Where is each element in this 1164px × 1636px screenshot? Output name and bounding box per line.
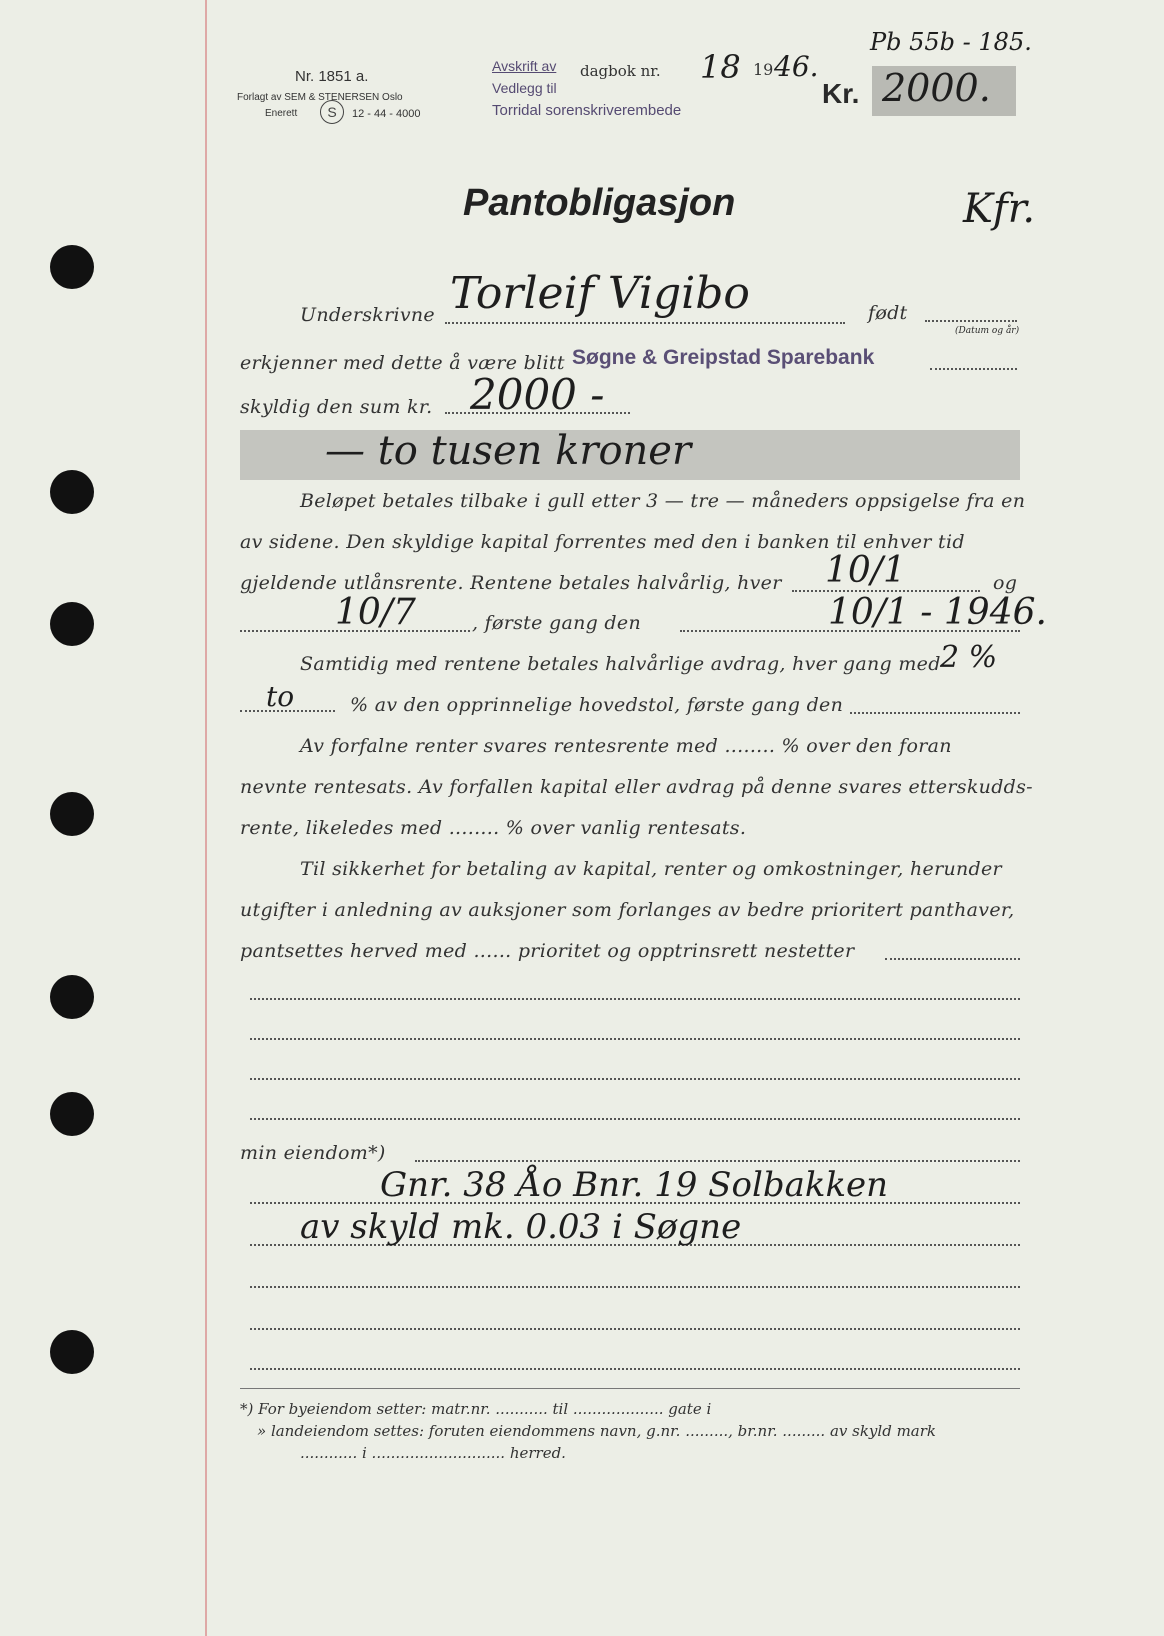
dagbok-label: dagbok nr. bbox=[580, 62, 661, 80]
blank-line bbox=[250, 1286, 1020, 1288]
punch-hole bbox=[50, 470, 94, 514]
eiendom-value-1: Gnr. 38 Åo Bnr. 19 Solbakken bbox=[380, 1165, 889, 1205]
publisher-logo-icon: S bbox=[320, 100, 344, 124]
punch-hole bbox=[50, 975, 94, 1019]
paragraph-1-line-2: av sidene. Den skyldige kapital forrentes med den i banken til enhver tid bbox=[240, 531, 965, 553]
document-title: Pantobligasjon bbox=[463, 182, 736, 224]
kr-label: Kr. bbox=[822, 78, 860, 109]
installment-date-line bbox=[850, 712, 1020, 714]
sum-words: — to tusen kroner bbox=[325, 428, 692, 474]
paragraph-4-line-3: pantsettes herved med ...... prioritet og opptrinsrett nestetter bbox=[240, 940, 855, 962]
blank-line bbox=[250, 1038, 1020, 1040]
year-suffix: 46. bbox=[774, 50, 819, 83]
og-label: og bbox=[993, 572, 1018, 594]
blank-line bbox=[250, 1118, 1020, 1120]
skyldig-label: skyldig den sum kr. bbox=[240, 396, 433, 418]
blank-line bbox=[250, 1078, 1020, 1080]
paragraph-4-line-1: Til sikkerhet for betaling av kapital, renter og omkostninger, herunder bbox=[300, 858, 1002, 880]
punch-hole bbox=[50, 792, 94, 836]
footnote-line-2: » landeiendom settes: foruten eiendommens navn, g.nr. ........., br.nr. ......... av skyld mark bbox=[257, 1422, 936, 1440]
datum-note: (Datum og år) bbox=[955, 326, 1020, 336]
creditor-line bbox=[930, 368, 1017, 370]
blank-line bbox=[250, 1328, 1020, 1330]
punch-hole bbox=[50, 602, 94, 646]
kr-amount: 2000. bbox=[882, 66, 991, 110]
eiendom-line-1 bbox=[415, 1160, 1020, 1162]
stamp-court: Torridal sorenskriverembede bbox=[492, 102, 682, 119]
sum-value: 2000 - bbox=[470, 370, 605, 419]
paragraph-1-line-3: gjeldende utlånsrente. Rentene betales halvårlig, hver bbox=[240, 572, 782, 594]
punch-hole bbox=[50, 245, 94, 289]
eiendom-label: min eiendom*) bbox=[240, 1142, 386, 1164]
title-note: Kfr. bbox=[963, 186, 1036, 232]
first-date-value: 10/1 - 1946. bbox=[828, 592, 1047, 633]
punch-hole bbox=[50, 1092, 94, 1136]
blank-line bbox=[250, 1368, 1020, 1370]
paragraph-1-line-1: Beløpet betales tilbake i gull etter 3 — tre — måneders oppsigelse fra en bbox=[300, 490, 1026, 512]
paragraph-2-line-1: Samtidig med rentene betales halvårlige avdrag, hver gang med bbox=[300, 653, 941, 675]
footnote-line-1: *) For byeiendom setter: matr.nr. ........... til ................... gate i bbox=[240, 1400, 712, 1418]
footnote-line-3: ............ i ............................ herred. bbox=[300, 1444, 566, 1462]
paragraph-3-line-1: Av forfalne renter svares rentesrente med ........ % over den foran bbox=[300, 735, 952, 757]
publisher-enerett: Enerett bbox=[265, 108, 298, 119]
reference-note: Pb 55b - 185. bbox=[870, 28, 1032, 56]
stamp-avskrift: Avskrift av bbox=[492, 58, 557, 74]
fodt-label: født bbox=[868, 302, 908, 324]
footnote-divider bbox=[240, 1388, 1020, 1389]
margin-line bbox=[205, 0, 207, 1636]
underskrivne-value: Torleif Vigibo bbox=[450, 268, 750, 319]
installment-percent: 2 % bbox=[940, 640, 998, 675]
creditor-stamp: Søgne & Greipstad Sparebank bbox=[572, 346, 875, 369]
pledge-line bbox=[885, 958, 1020, 960]
paragraph-3-line-3: rente, likeledes med ........ % over vanlig rentesats. bbox=[240, 817, 747, 839]
print-code: 12 - 44 - 4000 bbox=[352, 108, 421, 120]
eiendom-value-2: av skyld mk. 0.03 i Søgne bbox=[300, 1207, 742, 1247]
paragraph-4-line-2: utgifter i anledning av auksjoner som forlanges av bedre prioritert panthaver, bbox=[240, 899, 1015, 921]
blank-line bbox=[250, 998, 1020, 1000]
erkjenner-label: erkjenner med dette å være blitt bbox=[240, 352, 565, 374]
dagbok-number: 18 bbox=[700, 48, 741, 86]
stamp-vedlegg: Vedlegg til bbox=[492, 80, 557, 96]
installment-value: to bbox=[266, 680, 295, 713]
year-prefix: 19 bbox=[753, 60, 774, 79]
paragraph-1-line-4: , første gang den bbox=[472, 612, 641, 634]
punch-hole bbox=[50, 1330, 94, 1374]
underskrivne-line bbox=[445, 322, 845, 324]
fodt-line bbox=[925, 320, 1017, 322]
publisher-line: Forlagt av SEM & STENERSEN Oslo bbox=[237, 92, 403, 103]
underskrivne-label: Underskrivne bbox=[300, 304, 435, 326]
paragraph-3-line-2: nevnte rentesats. Av forfallen kapital eller avdrag på denne svares etterskudds- bbox=[240, 776, 1033, 798]
form-number: Nr. 1851 a. bbox=[295, 68, 369, 85]
second-term-value: 10/7 bbox=[335, 592, 416, 633]
hver-value: 10/1 bbox=[825, 550, 906, 591]
paragraph-2-line-2: % av den opprinnelige hovedstol, første gang den bbox=[350, 694, 844, 716]
